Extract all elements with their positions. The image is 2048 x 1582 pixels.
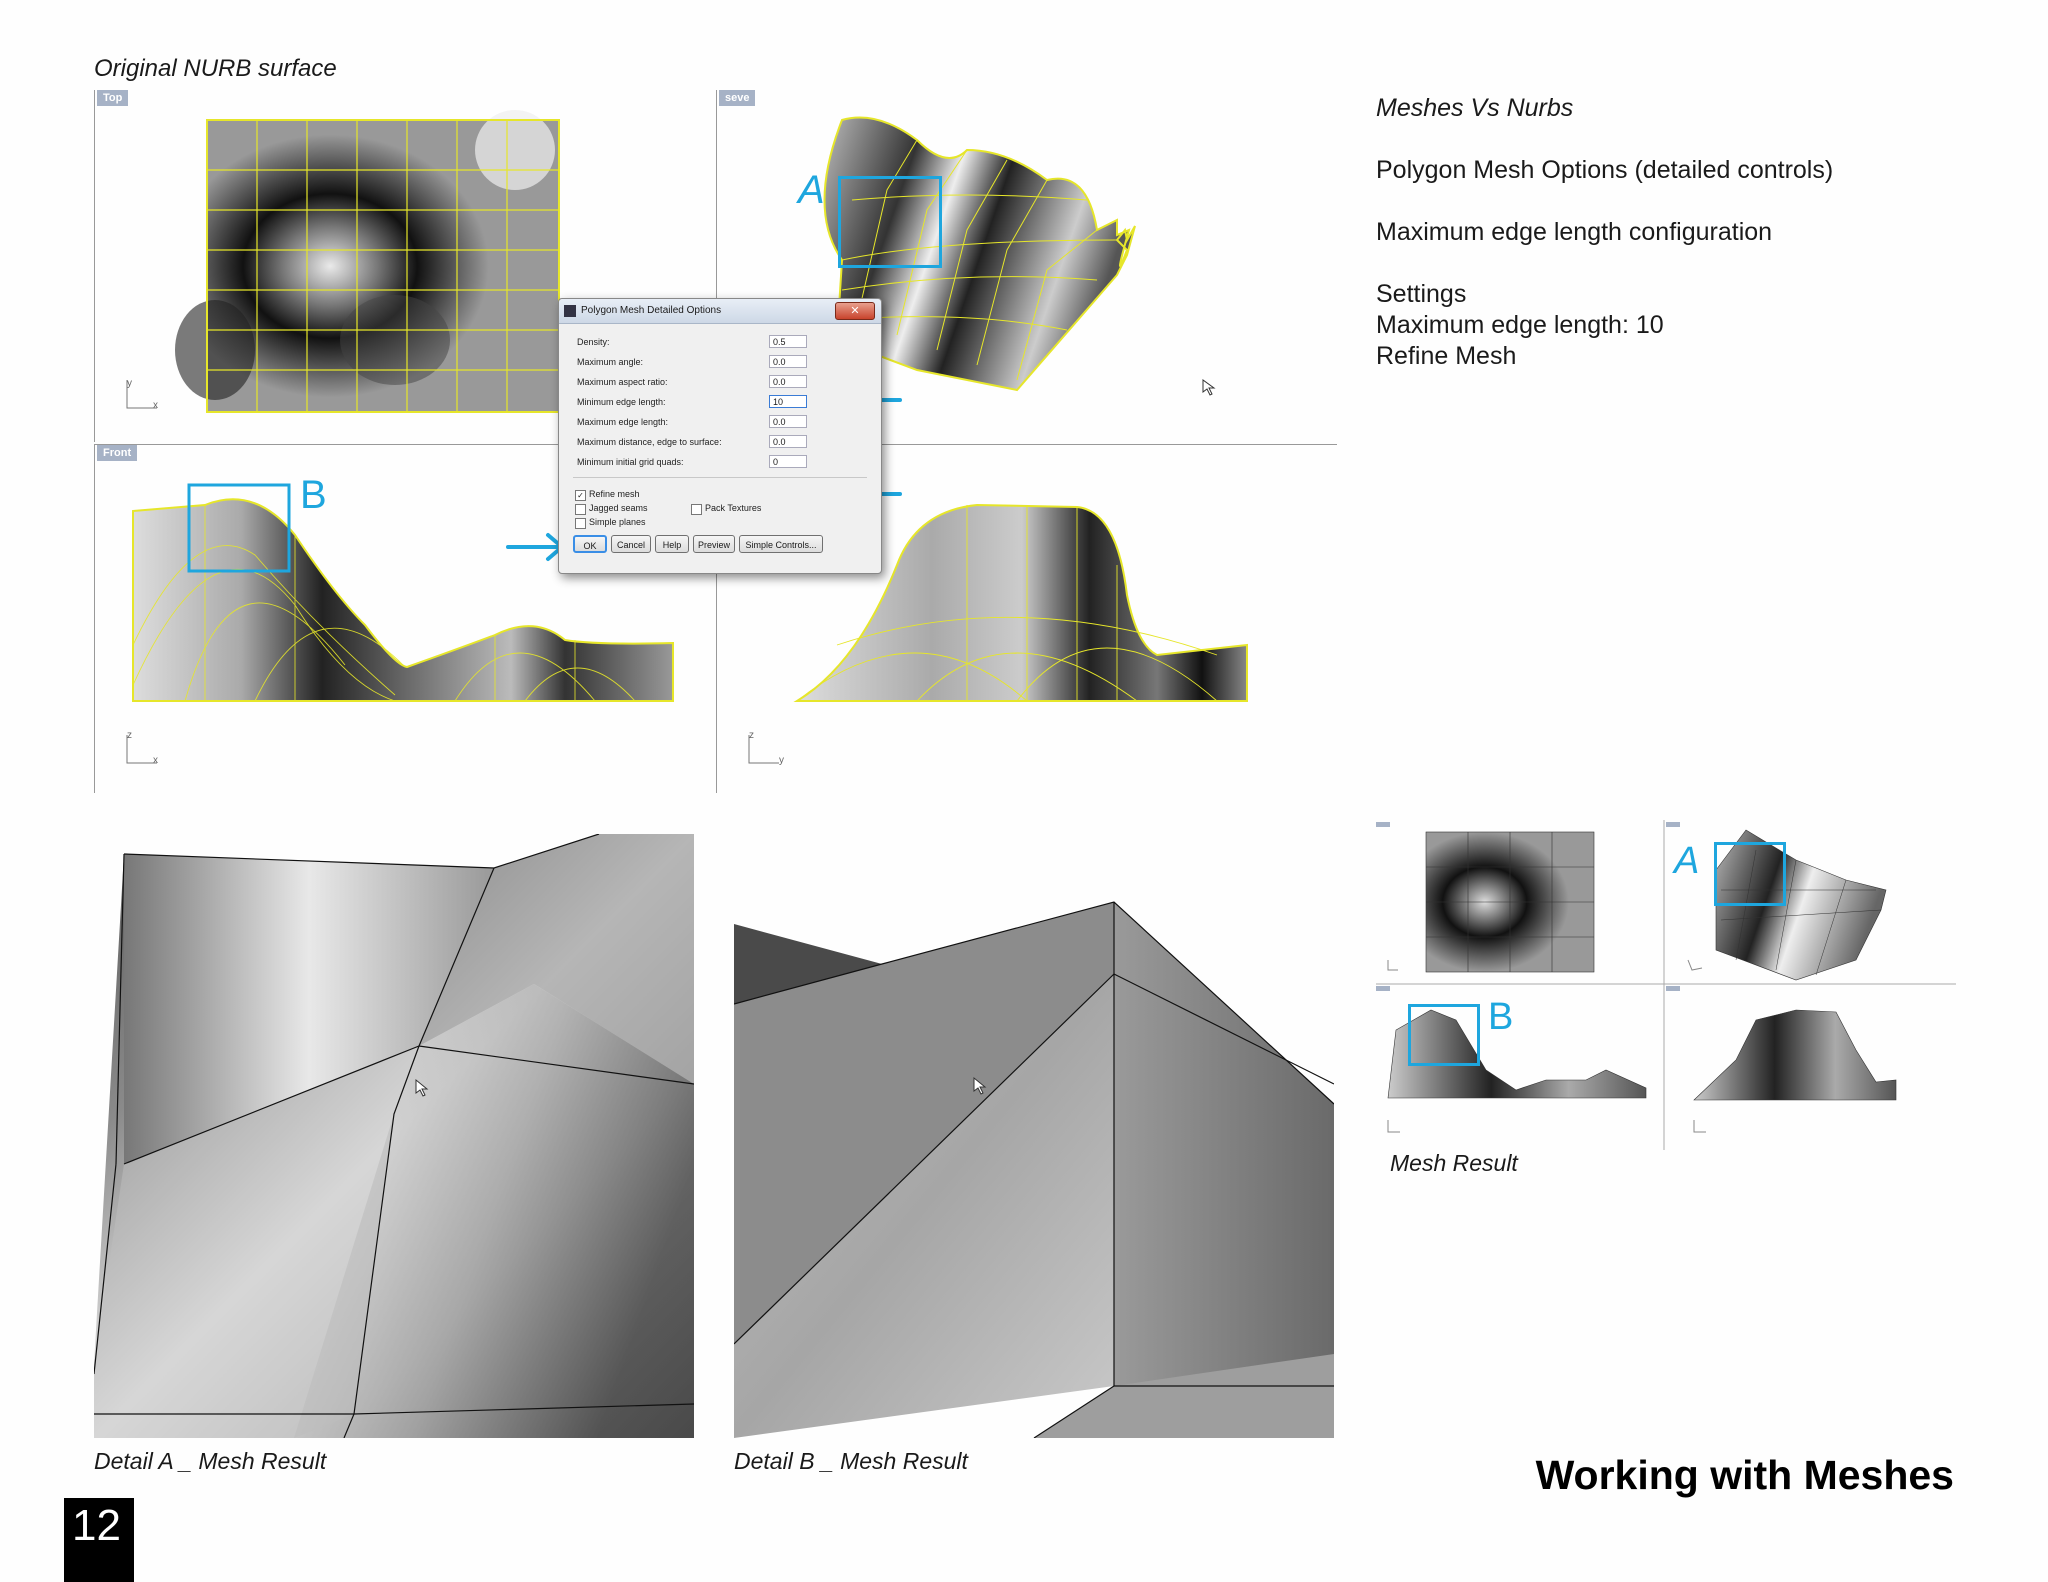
detail-a-mesh-image	[94, 834, 694, 1438]
option-max-angle-label: Maximum angle:	[577, 357, 644, 367]
notes-refine-mesh: Refine Mesh	[1376, 342, 1517, 370]
refine-mesh-label: Refine mesh	[589, 489, 640, 499]
option-max-aspect-label: Maximum aspect ratio:	[577, 377, 668, 387]
page-title: Working with Meshes	[1535, 1452, 1954, 1498]
option-max-angle-field[interactable]: 0.0	[769, 355, 807, 368]
caption-original-nurb: Original NURB surface	[94, 55, 337, 82]
axis-label-y-right: y	[779, 755, 784, 766]
simple-controls-button[interactable]: Simple Controls...	[739, 535, 823, 553]
page-number: 12	[64, 1498, 134, 1582]
jagged-seams-checkbox[interactable]	[575, 502, 648, 515]
cancel-button[interactable]: Cancel	[611, 535, 651, 553]
notes-line-max-edge-config: Maximum edge length configuration	[1376, 218, 1773, 246]
dialog-titlebar[interactable]	[559, 299, 881, 324]
option-density-label: Density:	[577, 337, 610, 347]
thumb-tab-right	[1666, 986, 1680, 991]
viewport-tab-front[interactable]: Front	[97, 445, 137, 461]
mesh-result-viewports	[1376, 820, 1956, 1150]
thumb-callout-label-b: B	[1488, 996, 1514, 1038]
checkbox-box	[575, 504, 586, 515]
notes-heading: Meshes Vs Nurbs	[1376, 94, 1574, 122]
axis-label-x: x	[153, 400, 158, 411]
checkbox-box	[575, 518, 586, 529]
app-icon	[564, 305, 576, 317]
preview-button[interactable]: Preview	[693, 535, 735, 553]
option-max-distance-field[interactable]: 0.0	[769, 435, 807, 448]
pack-textures-checkbox[interactable]	[691, 502, 761, 515]
callout-label-a: A	[798, 168, 825, 212]
dialog-title: Polygon Mesh Detailed Options	[581, 305, 722, 316]
option-max-distance-label: Maximum distance, edge to surface:	[577, 437, 722, 447]
thumb-callout-box-a	[1714, 842, 1786, 906]
axis-label-y: y	[127, 378, 132, 389]
thumb-tab-top	[1376, 822, 1390, 827]
callout-label-b: B	[300, 473, 327, 517]
notes-max-edge-length: Maximum edge length: 10	[1376, 311, 1664, 339]
detail-b-mesh-image	[734, 834, 1334, 1438]
jagged-seams-label: Jagged seams	[589, 503, 648, 513]
thumb-callout-box-b	[1408, 1004, 1480, 1066]
checkbox-box	[691, 504, 702, 515]
callout-box-a	[838, 176, 942, 268]
dialog-divider	[573, 477, 867, 478]
caption-mesh-result: Mesh Result	[1390, 1150, 1518, 1176]
option-max-aspect-field[interactable]: 0.0	[769, 375, 807, 388]
simple-planes-checkbox[interactable]	[575, 516, 646, 529]
option-grid-quads-label: Minimum initial grid quads:	[577, 457, 684, 467]
viewport-tab-top[interactable]: Top	[97, 90, 128, 106]
close-icon[interactable]: ✕	[835, 302, 875, 320]
notes-settings: Settings	[1376, 280, 1467, 308]
pack-textures-label: Pack Textures	[705, 503, 762, 513]
axis-label-x-front: x	[153, 755, 158, 766]
option-max-edge-field[interactable]: 0.0	[769, 415, 807, 428]
checkmark-icon: ✓	[575, 490, 586, 501]
thumb-callout-label-a: A	[1674, 840, 1700, 882]
option-min-edge-label: Minimum edge length:	[577, 397, 666, 407]
axis-label-z-right: z	[749, 730, 754, 741]
notes-line-polygon-options: Polygon Mesh Options (detailed controls)	[1376, 156, 1834, 184]
caption-detail-b: Detail B _ Mesh Result	[734, 1448, 968, 1474]
help-button[interactable]: Help	[655, 535, 689, 553]
simple-planes-label: Simple planes	[589, 517, 646, 527]
ok-button[interactable]: OK	[573, 535, 607, 553]
viewport-tab-perspective[interactable]: seve	[719, 90, 755, 106]
option-density-field[interactable]: 0.5	[769, 335, 807, 348]
mesh-result-thumbnail	[1376, 820, 1956, 1150]
option-grid-quads-field[interactable]: 0	[769, 455, 807, 468]
option-max-edge-label: Maximum edge length:	[577, 417, 669, 427]
thumb-tab-front	[1376, 986, 1390, 991]
polygon-mesh-dialog	[558, 298, 882, 574]
refine-mesh-checkbox[interactable]	[575, 488, 640, 501]
axis-label-z: z	[127, 730, 132, 741]
thumb-tab-perspective	[1666, 822, 1680, 827]
caption-detail-a: Detail A _ Mesh Result	[94, 1448, 327, 1474]
option-min-edge-field[interactable]: 10	[769, 395, 807, 408]
